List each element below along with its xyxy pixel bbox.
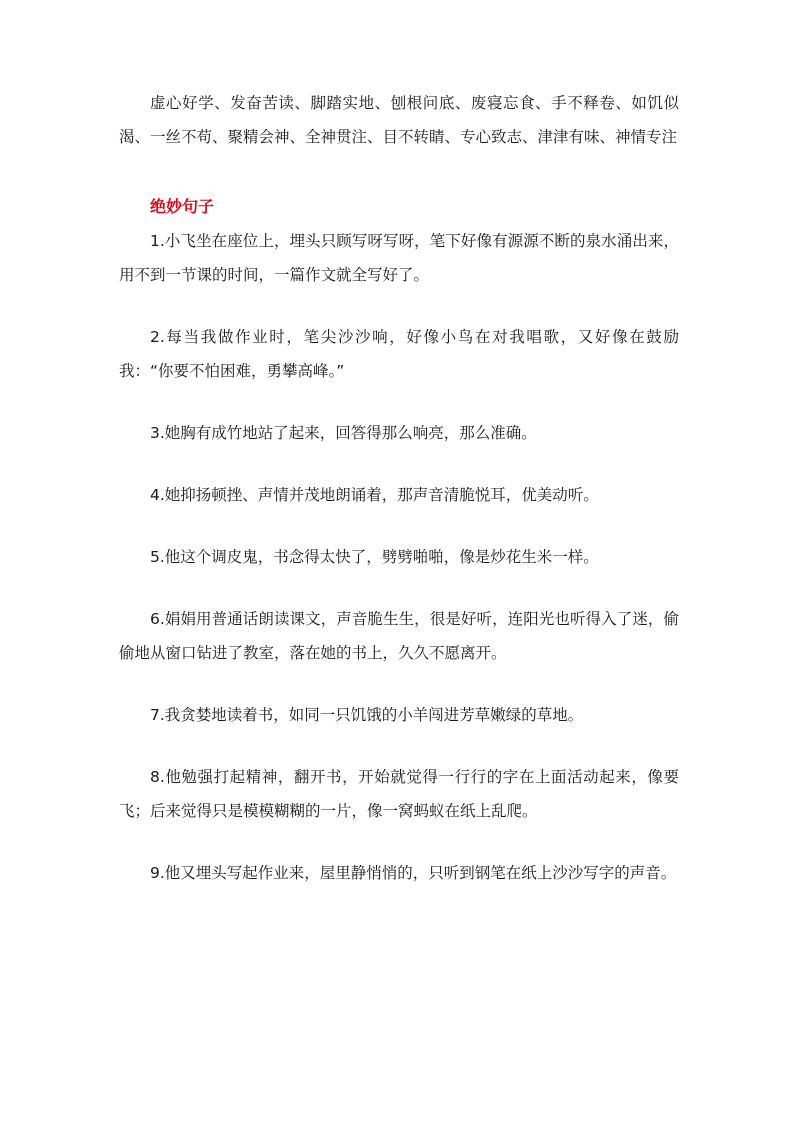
document-content — [119, 86, 679, 918]
sentence-item: 3.她胸有成竹地站了起来，回答得那么响亮，那么准确。 — [150, 424, 537, 442]
sentence-item: 4.她抑扬顿挫、声情并茂地朗诵着，那声音清脆悦耳，优美动听。 — [150, 486, 599, 504]
sentence-item: 6.娟娟用普通话朗读课文，声音脆生生，很是好听，连阳光也听得入了迷，偷偷地从窗口钻进了教室，落在她的书上，久久不愿离开。 — [119, 610, 679, 662]
idiom-word-list: 虚心好学、发奋苦读、脚踏实地、刨根问底、废寝忘食、手不释卷、如饥似渴、一丝不苟、聚精会神、全神贯注、目不转睛、专心致志、津津有味、神情专注 — [119, 94, 679, 146]
sentence-item: 2.每当我做作业时，笔尖沙沙响，好像小鸟在对我唱歌，又好像在鼓励我：“你要不怕困难，勇攀高峰。” — [119, 328, 679, 380]
sentence-item: 8.他勉强打起精神，翻开书，开始就觉得一行行的字在上面活动起来，像要飞；后来觉得只是模模糊糊的一片，像一窝蚂蚁在纸上乱爬。 — [119, 768, 679, 820]
sentence-item: 9.他又埋头写起作业来，屋里静悄悄的，只听到钢笔在纸上沙沙写字的声音。 — [150, 864, 677, 882]
sentence-item: 1.小飞坐在座位上，埋头只顾写呀写呀，笔下好像有源源不断的泉水涌出来，用不到一节课的时间，一篇作文就全写好了。 — [119, 232, 679, 284]
sentence-item: 7.我贪婪地读着书，如同一只饥饿的小羊闯进芳草嫩绿的草地。 — [150, 706, 584, 724]
sentence-item: 5.他这个调皮鬼，书念得太快了，劈劈啪啪，像是炒花生米一样。 — [150, 548, 599, 566]
section-heading: 绝妙句子 — [150, 197, 215, 216]
